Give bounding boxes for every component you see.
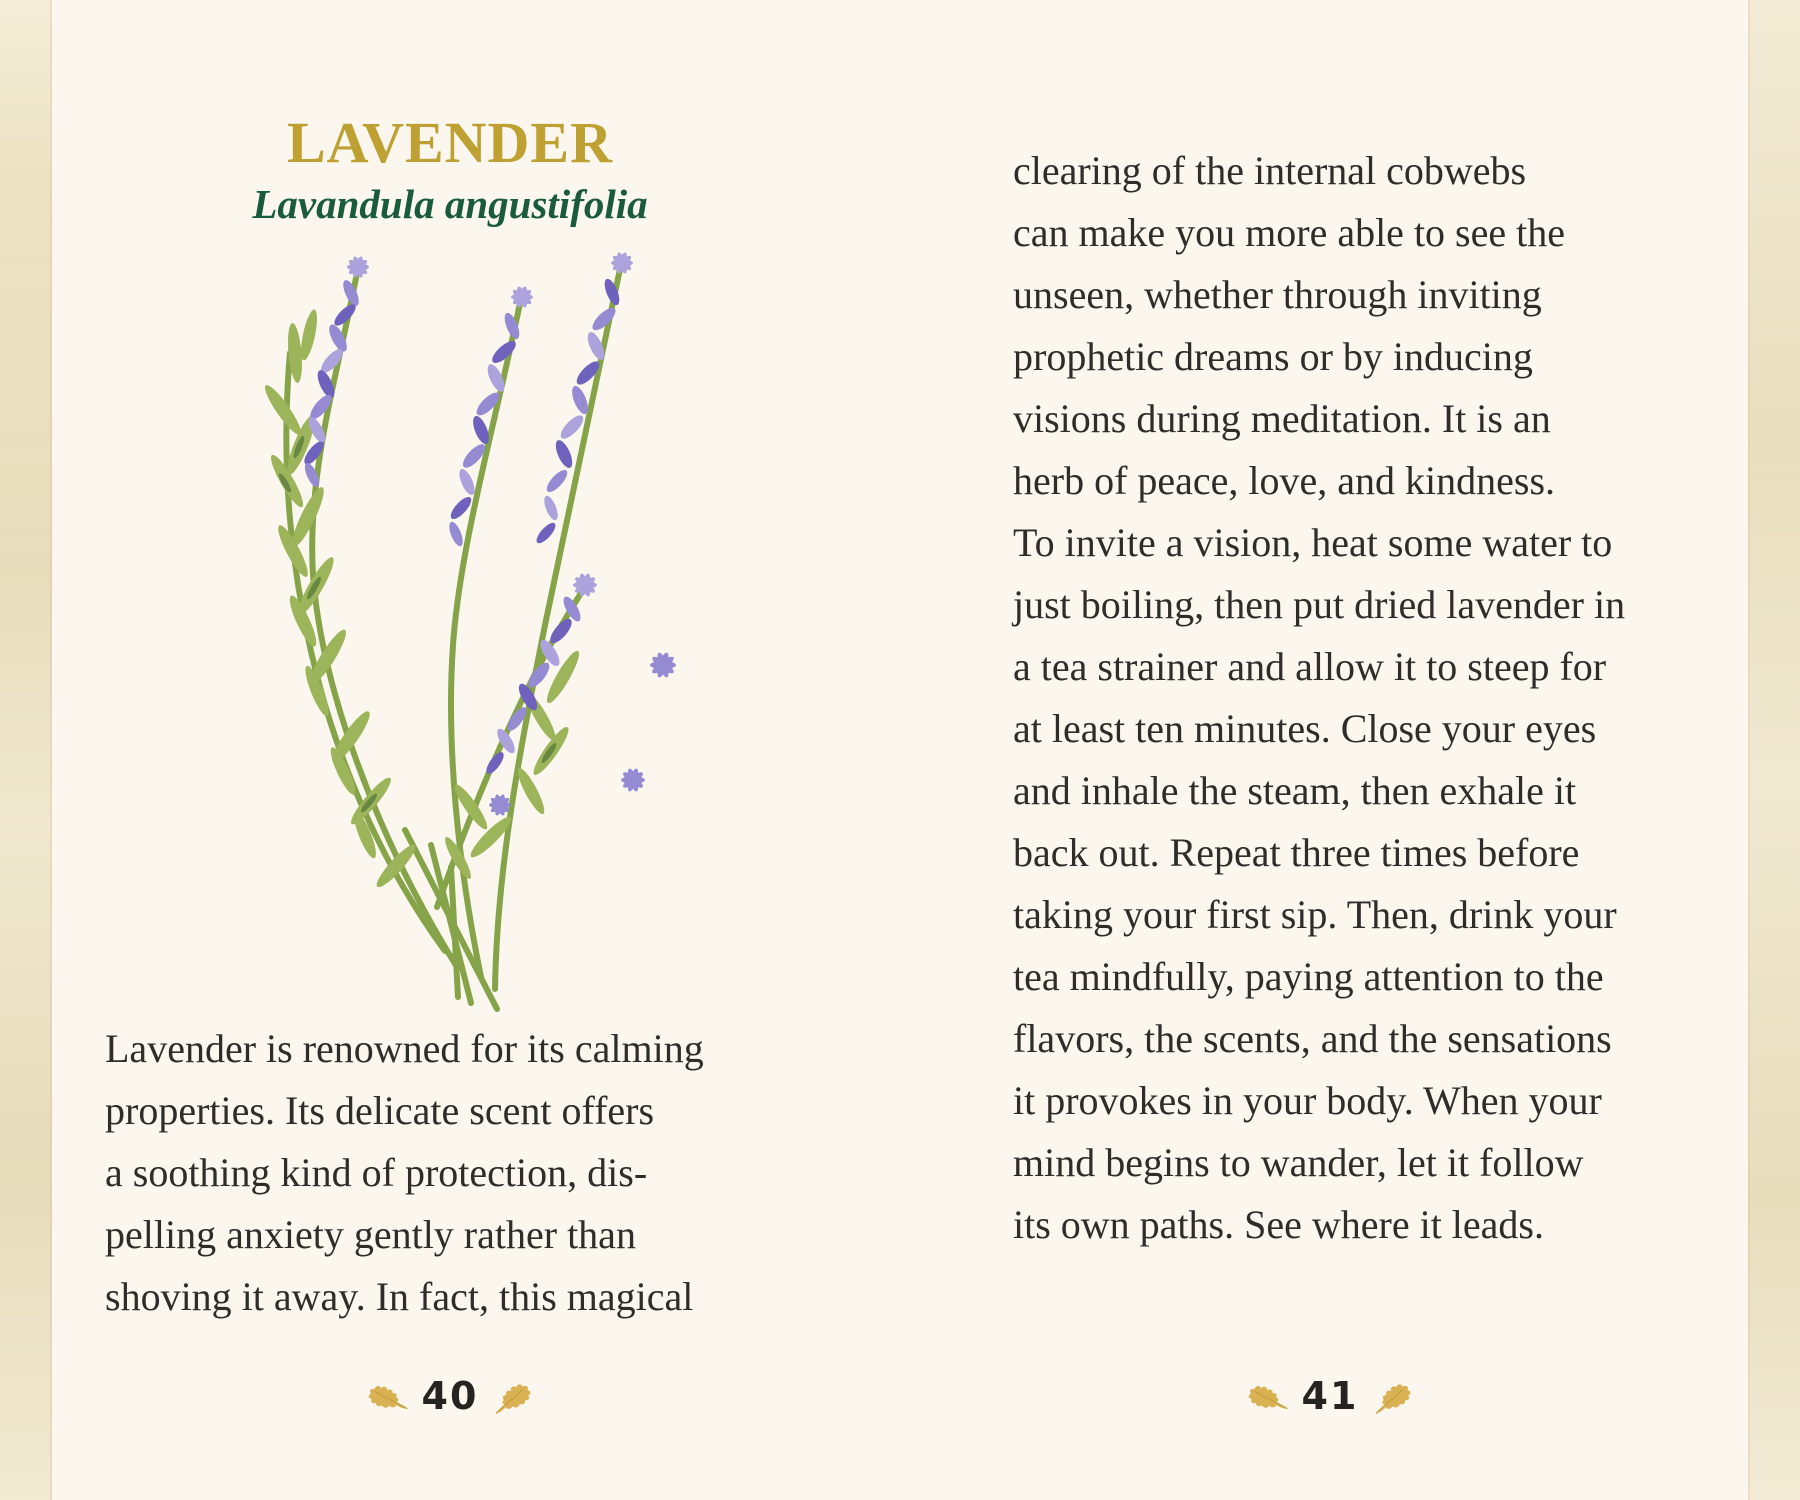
page-number: 40 <box>421 1374 479 1418</box>
text-line: back out. Repeat three times before <box>1013 830 1580 875</box>
text-line: its own paths. See where it leads. <box>1013 1202 1544 1247</box>
text-line: mind begins to wander, let it follow <box>1013 1140 1584 1185</box>
text-line: clearing of the internal cobwebs <box>1013 148 1527 193</box>
text-line: Lavender is renowned for its calming <box>105 1026 704 1071</box>
latin-name-subtitle: Lavandula angustifolia <box>252 181 648 227</box>
oak-leaf-ornament-icon <box>489 1379 539 1417</box>
text-line: a soothing kind of protection, dis- <box>105 1150 648 1195</box>
left-page-footer <box>50 1368 850 1428</box>
right-page <box>900 0 1750 1500</box>
text-line: flavors, the scents, and the sensations <box>1013 1016 1612 1061</box>
page-title: LAVENDER <box>286 110 613 175</box>
text-line: prophetic dreams or by inducing <box>1013 334 1533 379</box>
text-line: can make you more able to see the <box>1013 210 1565 255</box>
text-line: To invite a vision, heat some water to <box>1013 520 1613 565</box>
text-line: taking your first sip. Then, drink your <box>1013 892 1617 937</box>
oak-leaf-ornament-icon <box>1241 1380 1290 1417</box>
text-line: just boiling, then put dried lavender in <box>1013 582 1626 627</box>
oak-leaf-ornament-icon <box>1369 1379 1419 1417</box>
text-line: and inhale the steam, then exhale it <box>1013 768 1577 813</box>
right-page-footer <box>900 1368 1760 1428</box>
left-page <box>50 0 900 1500</box>
text-line: at least ten minutes. Close your eyes <box>1013 706 1597 751</box>
lavender-illustration <box>195 245 740 1015</box>
page-number: 41 <box>1301 1374 1359 1418</box>
text-line: properties. Its delicate scent offers <box>105 1088 655 1133</box>
text-line: tea mindfully, paying attention to the <box>1013 954 1604 999</box>
page-edge-left <box>0 0 52 1500</box>
text-line: herb of peace, love, and kindness. <box>1013 458 1556 503</box>
oak-leaf-ornament-icon <box>361 1380 410 1417</box>
text-line: shoving it away. In fact, this magical <box>105 1274 694 1319</box>
right-page-body <box>1013 140 1733 1256</box>
text-line: a tea strainer and allow it to steep for <box>1013 644 1607 689</box>
text-line: visions during meditation. It is an <box>1013 396 1551 441</box>
page-edge-right <box>1748 0 1800 1500</box>
left-page-body <box>105 1018 805 1328</box>
text-line: it provokes in your body. When your <box>1013 1078 1602 1123</box>
text-line: pelling anxiety gently rather than <box>105 1212 636 1257</box>
text-line: unseen, whether through inviting <box>1013 272 1542 317</box>
